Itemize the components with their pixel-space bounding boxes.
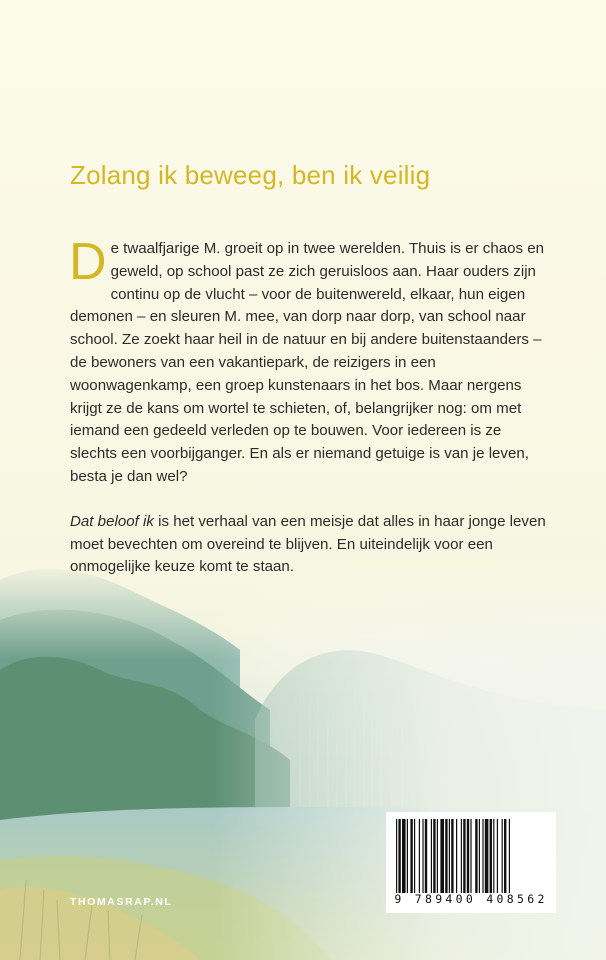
barcode-bar bbox=[461, 819, 462, 893]
blurb-paragraph-2-text: is het verhaal van een meisje dat alles in haar jonge leven moet bevechten om overeind te blijven. En uiteindelijk voor een onmogelijke keuze komt te staan. bbox=[70, 512, 546, 576]
barcode-bar bbox=[497, 819, 498, 893]
barcode-bar bbox=[470, 819, 471, 893]
barcode-bar bbox=[490, 819, 492, 893]
barcode-bar bbox=[402, 819, 406, 893]
blurb-paragraph-2 bbox=[70, 511, 552, 579]
barcode-bar bbox=[398, 819, 400, 893]
barcode-bar bbox=[414, 819, 415, 893]
barcode-bar bbox=[485, 819, 489, 893]
barcode-bar bbox=[502, 819, 503, 893]
barcode-bar bbox=[407, 819, 408, 893]
barcode-bar bbox=[425, 819, 427, 893]
barcode-bar bbox=[475, 819, 477, 893]
barcode-bar bbox=[467, 819, 469, 893]
barcode-bar bbox=[449, 819, 450, 893]
drop-cap: D bbox=[69, 233, 107, 291]
barcode-bar bbox=[396, 819, 397, 893]
barcode-bar bbox=[456, 819, 457, 893]
blurb-paragraph-1-text: e twaalfjarige M. groeit op in twee werelden. Thuis is er chaos en geweld, op school past ze zich geruisloos aan. Haar ouders zijn continu op de vlucht – voor de buitenwereld, elkaar, hun eigen demonen – en sleuren M. mee, van dorp naar dorp, van school naar school. Ze zoekt haar heil in de natuur en bij andere buitenstaanders – de bewoners van een vakantiepark, de reizigers in een woonwagenkamp, een groep kunstenaars in het bos. Maar nergens krijgt ze de kans om wortel te schieten, of, belangrijker nog: om met iemand een gedeeld verleden op te bouwen. Voor iedereen is ze slechts een voorbijganger. En als er niemand getuige is van je leven, besta je dan wel? bbox=[70, 240, 545, 485]
barcode-bar bbox=[440, 819, 444, 893]
publisher-website: THOMASRAP.NL bbox=[70, 896, 173, 908]
barcode-bar bbox=[433, 819, 435, 893]
barcode-bar bbox=[493, 819, 494, 893]
barcode-bar bbox=[504, 819, 506, 893]
blurb-paragraph-1 bbox=[69, 233, 552, 489]
isbn-barcode bbox=[386, 812, 556, 913]
blurb bbox=[69, 233, 552, 579]
barcode-bar bbox=[463, 819, 465, 893]
barcode-bar bbox=[509, 819, 510, 893]
barcode-bar bbox=[431, 819, 432, 893]
barcode-bar bbox=[482, 819, 483, 893]
barcode-bar bbox=[410, 819, 412, 893]
barcode-bar bbox=[422, 819, 423, 893]
barcode-bar bbox=[445, 819, 447, 893]
barcode-bars bbox=[394, 819, 548, 893]
barcode-bar bbox=[437, 819, 438, 893]
barcode-bar bbox=[451, 819, 453, 893]
tagline: Zolang ik beweeg, ben ik veilig bbox=[70, 160, 431, 190]
barcode-bar bbox=[479, 819, 480, 893]
isbn-number: 9 789400 408562 bbox=[394, 892, 548, 906]
book-title-italic: Dat beloof ik bbox=[70, 512, 154, 530]
barcode-bar bbox=[419, 819, 420, 893]
